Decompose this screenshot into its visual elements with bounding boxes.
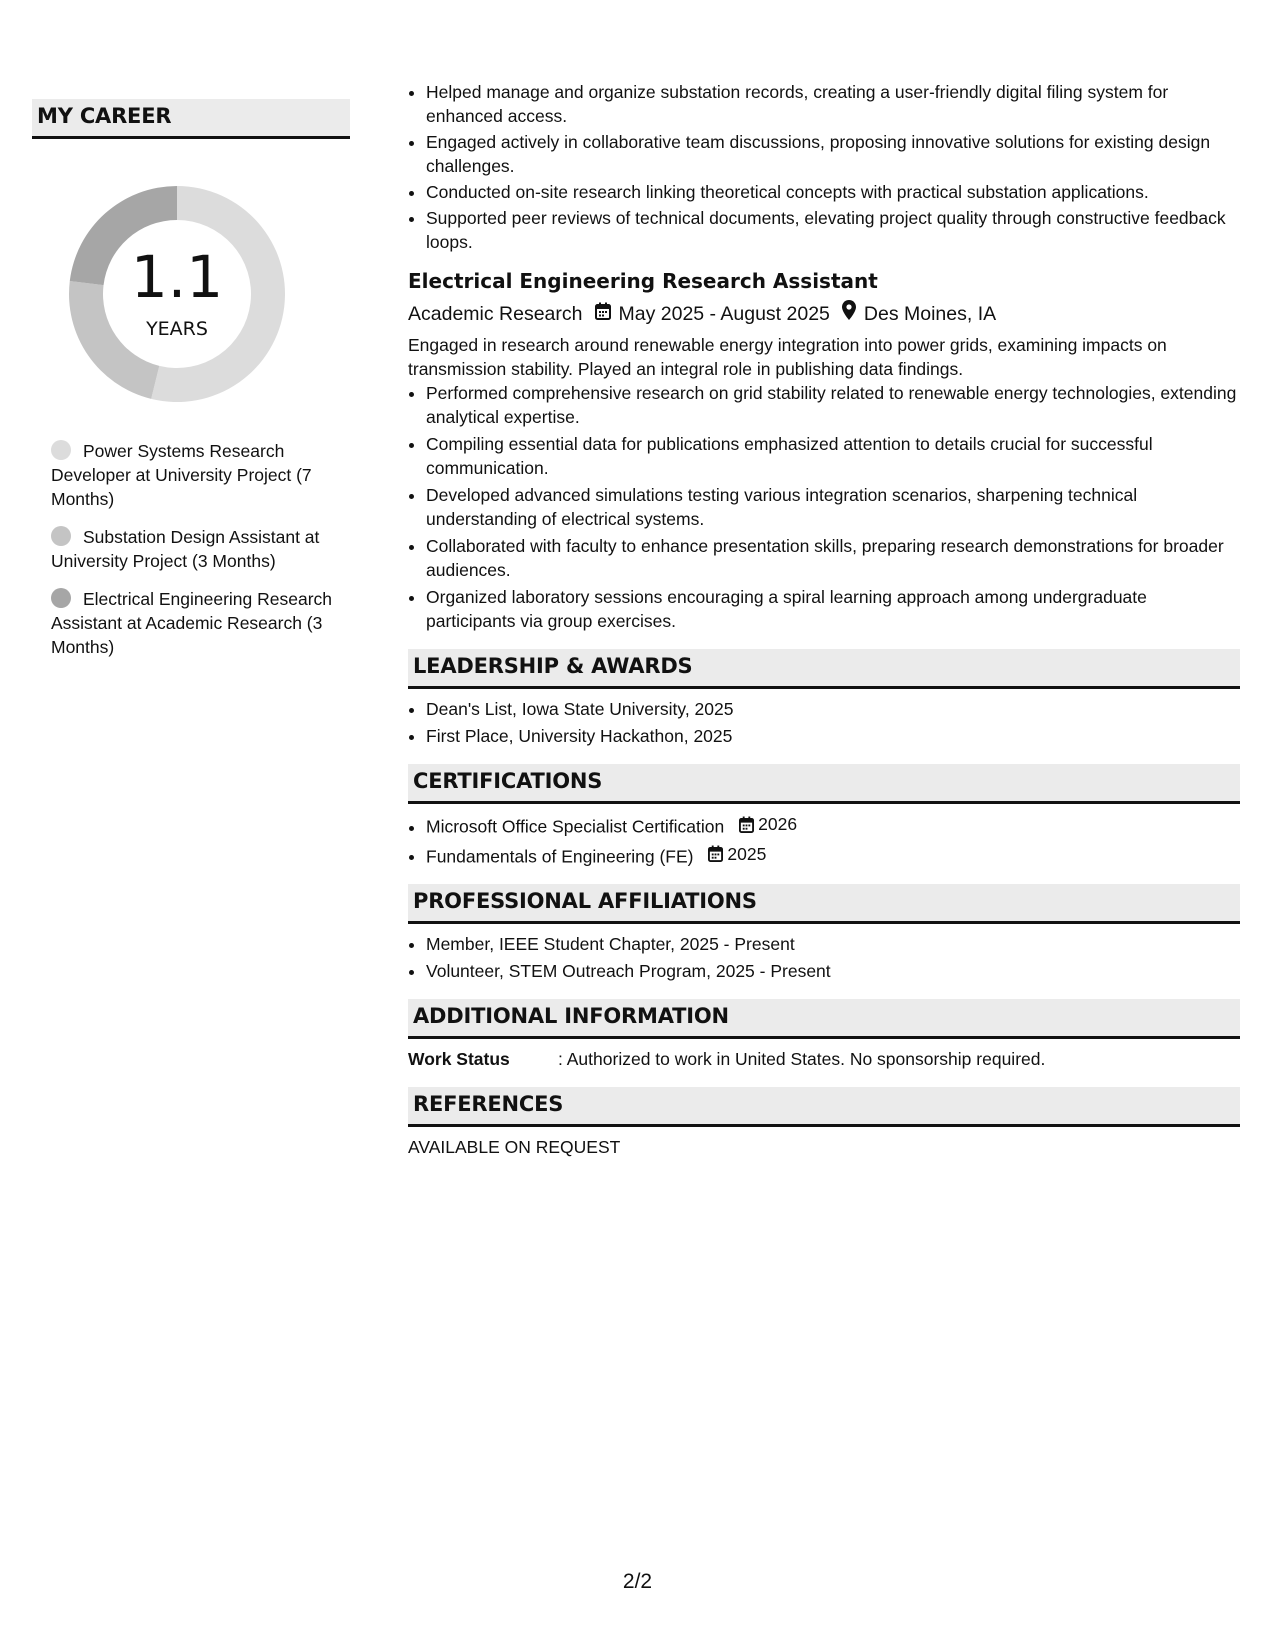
section-header: LEADERSHIP & AWARDS [408, 649, 1240, 689]
cert-name: Microsoft Office Specialist Certification [426, 816, 725, 837]
work-status-row [408, 1047, 1240, 1071]
career-total-years: 1.1 [130, 243, 224, 311]
job-location: Des Moines, IA [863, 302, 997, 325]
legend-item [51, 525, 341, 573]
legend-label: Electrical Engineering Research Assistant at Academic Research (3 Months) [51, 589, 333, 657]
legend-item [51, 439, 341, 511]
job-title: Electrical Engineering Research Assistant [408, 269, 878, 293]
job-bullets [408, 381, 1240, 633]
list-item: • Helped manage and organize substation records, creating a user-friendly digital filing system for enhanced access. [426, 80, 1240, 128]
list-item: • Conducted on-site research linking theoretical concepts with practical substation applications. [426, 180, 1240, 204]
career-sidebar [32, 99, 350, 673]
section-header: ADDITIONAL INFORMATION [408, 999, 1240, 1039]
calendar-icon [708, 845, 723, 862]
list-item: • Developed advanced simulations testing various integration scenarios, sharpening technical understanding of electrical systems. [426, 483, 1240, 531]
legend-label: Power Systems Research Developer at University Project (7 Months) [51, 441, 312, 509]
list-item [426, 842, 1240, 869]
list-item: • Supported peer reviews of technical documents, elevating project quality through constructive feedback loops. [426, 206, 1240, 254]
leadership-section [408, 649, 1240, 748]
legend-dot-icon [51, 588, 71, 608]
list-item: • Performed comprehensive research on grid stability related to renewable energy technologies, extending analytical expertise. [426, 381, 1240, 429]
list-item: • Dean's List, Iowa State University, 2025 [426, 697, 1240, 721]
section-header: CERTIFICATIONS [408, 764, 1240, 804]
legend-dot-icon [51, 440, 71, 460]
legend-dot-icon [51, 526, 71, 546]
section-header: PROFESSIONAL AFFILIATIONS [408, 884, 1240, 924]
job-company: Academic Research [408, 302, 583, 325]
main-content [408, 80, 1240, 1159]
list-item [426, 812, 1240, 839]
work-status-value: : Authorized to work in United States. No sponsorship required. [558, 1049, 1046, 1069]
list-item: • Member, IEEE Student Chapter, 2025 - Present [426, 932, 1240, 956]
cert-year: 2026 [758, 814, 798, 834]
job-summary: Engaged in research around renewable energy integration into power grids, examining impacts on transmission stability. Played an integral role in publishing data findings. [408, 335, 1167, 379]
list-item: • Engaged actively in collaborative team discussions, proposing innovative solutions for existing design challenges. [426, 130, 1240, 178]
list-item: • Volunteer, STEM Outreach Program, 2025 - Present [426, 959, 1240, 983]
affiliations-section [408, 884, 1240, 983]
page-number: 2/2 [622, 1570, 653, 1593]
additional-info-section [408, 999, 1240, 1071]
career-years-unit: YEARS [146, 318, 208, 340]
calendar-icon [739, 816, 754, 833]
job-dates: May 2025 - August 2025 [618, 302, 830, 325]
section-header: REFERENCES [408, 1087, 1240, 1127]
list-item: • Organized laboratory sessions encouraging a spiral learning approach among undergraduate participants via group exercises. [426, 585, 1240, 633]
list-item: • Compiling essential data for publications emphasized attention to details crucial for successful communication. [426, 432, 1240, 480]
list-item: • First Place, University Hackathon, 2025 [426, 724, 1240, 748]
career-legend [51, 439, 341, 659]
list-item: • Collaborated with faculty to enhance presentation skills, preparing research demonstrations for broader audiences. [426, 534, 1240, 582]
location-pin-icon [842, 300, 856, 327]
legend-item [51, 587, 341, 659]
cert-name: Fundamentals of Engineering (FE) [426, 846, 694, 866]
references-text: AVAILABLE ON REQUEST [408, 1137, 621, 1157]
career-donut-chart [62, 179, 292, 409]
job-meta [408, 300, 1240, 327]
references-section [408, 1087, 1240, 1159]
certifications-section [408, 764, 1240, 868]
career-section-header: MY CAREER [32, 99, 350, 139]
legend-label: Substation Design Assistant at University Project (3 Months) [51, 527, 320, 571]
previous-job-bullets [408, 80, 1240, 254]
work-status-label: Work Status [408, 1049, 510, 1069]
calendar-icon [595, 301, 611, 327]
cert-year: 2025 [727, 843, 767, 864]
